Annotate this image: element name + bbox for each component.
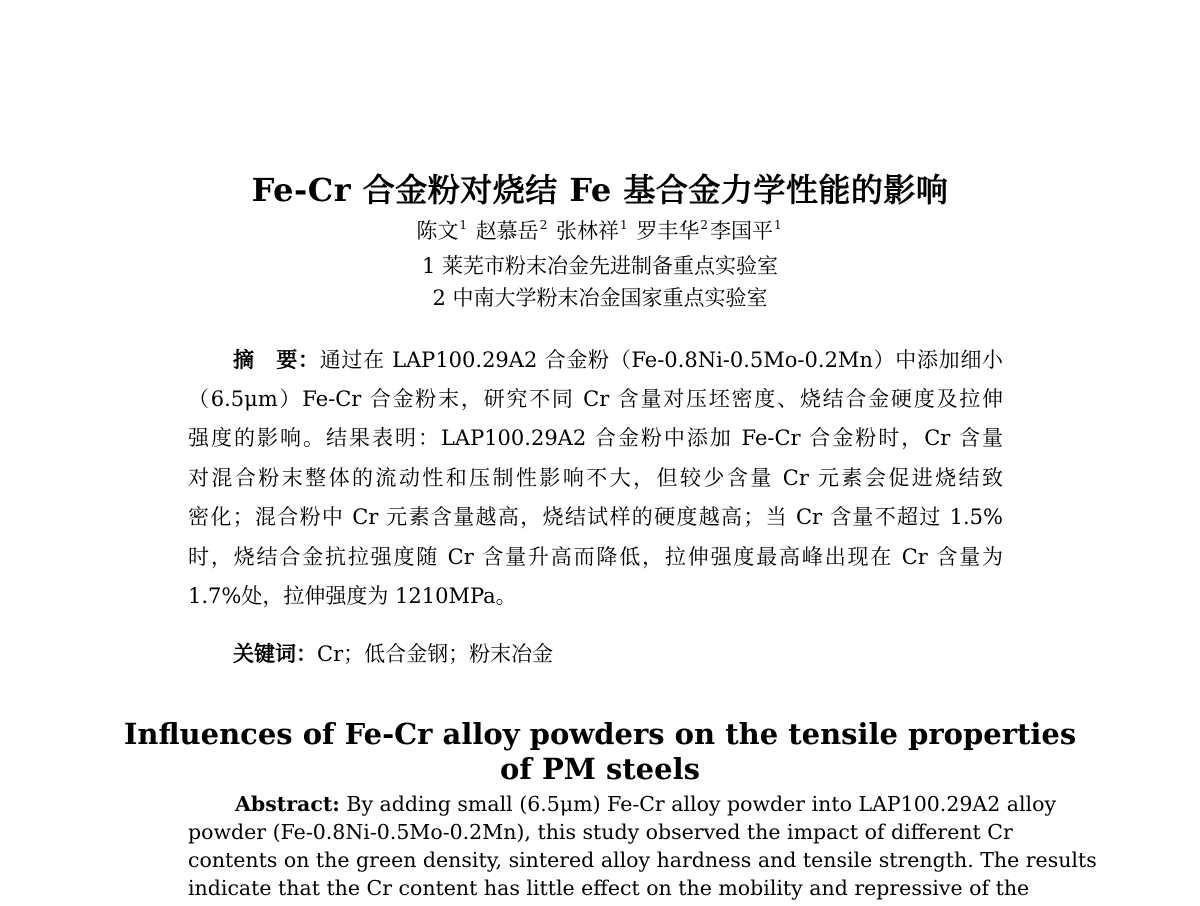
abstract-line: 时，烧结合金抗拉强度随 Cr 含量升高而降低，拉伸强度最高峰出现在 Cr 含量为: [188, 544, 1003, 569]
abstract-text: By adding small (6.5μm) Fe-Cr alloy powder into LAP100.29A2 alloy: [339, 792, 1057, 816]
author-name: 陈文: [416, 219, 459, 243]
keywords-text: Cr；低合金钢；粉末冶金: [317, 642, 554, 666]
abstract-line: [188, 790, 1057, 818]
author-affiliation-mark: 1: [459, 218, 467, 232]
abstract-line: powder (Fe-0.8Ni-0.5Mo-0.2Mn), this study observed the impact of different Cr: [188, 820, 1013, 844]
affiliation-1: 1 莱芜市粉末冶金先进制备重点实验室: [421, 254, 779, 278]
abstract-line: 强度的影响。结果表明：LAP100.29A2 合金粉中添加 Fe-Cr 合金粉时，Cr 含量: [188, 426, 1003, 450]
author-affiliation-mark: 1: [773, 218, 782, 232]
english-title-line: of PM steels: [500, 752, 700, 786]
english-title-line: Influences of Fe-Cr alloy powders on the tensile properties: [123, 717, 1077, 751]
abstract-line: 1.7%处，拉伸强度为 1210MPa。: [188, 584, 517, 608]
chinese-keywords: [233, 638, 553, 668]
chinese-title: Fe-Cr 合金粉对烧结 Fe 基合金力学性能的影响: [251, 171, 949, 209]
author-affiliation-mark: 1: [620, 218, 628, 232]
keywords-label: 关键词：: [233, 641, 317, 666]
author-name: 李国平: [709, 219, 773, 243]
abstract-label: 摘 要：: [233, 347, 320, 372]
english-abstract: [188, 790, 1097, 902]
author-affiliation-mark: 2: [539, 218, 548, 232]
chinese-abstract: [188, 340, 1003, 617]
abstract-line: （6.5μm）Fe-Cr 合金粉末，研究不同 Cr 含量对压坯密度、烧结合金硬度及拉伸: [188, 386, 1003, 411]
affiliation-2: 2 中南大学粉末冶金国家重点实验室: [432, 286, 768, 310]
abstract-line: 密化；混合粉中 Cr 元素含量越高，烧结试样的硬度越高；当 Cr 含量不超过 1.5%: [188, 505, 1003, 529]
abstract-label: Abstract:: [235, 792, 340, 816]
author-name: 张林祥: [556, 219, 620, 243]
abstract-line: 对混合粉末整体的流动性和压制性影响不大，但较少含量 Cr 元素会促进烧结致: [188, 465, 1003, 490]
abstract-line: indicate that the Cr content has little effect on the mobility and repressive of the: [188, 876, 1030, 900]
author-name: 罗丰华: [636, 219, 700, 243]
author-list: [0, 215, 1200, 245]
abstract-line: contents on the green density, sintered alloy hardness and tensile strength. The results: [188, 848, 1097, 872]
abstract-line: [188, 340, 1003, 380]
abstract-text: 通过在 LAP100.29A2 合金粉（Fe-0.8Ni-0.5Mo-0.2Mn）中添加细小: [319, 348, 1003, 372]
author-affiliation-mark: 2: [700, 218, 708, 232]
author-name: 赵慕岳: [475, 219, 539, 243]
